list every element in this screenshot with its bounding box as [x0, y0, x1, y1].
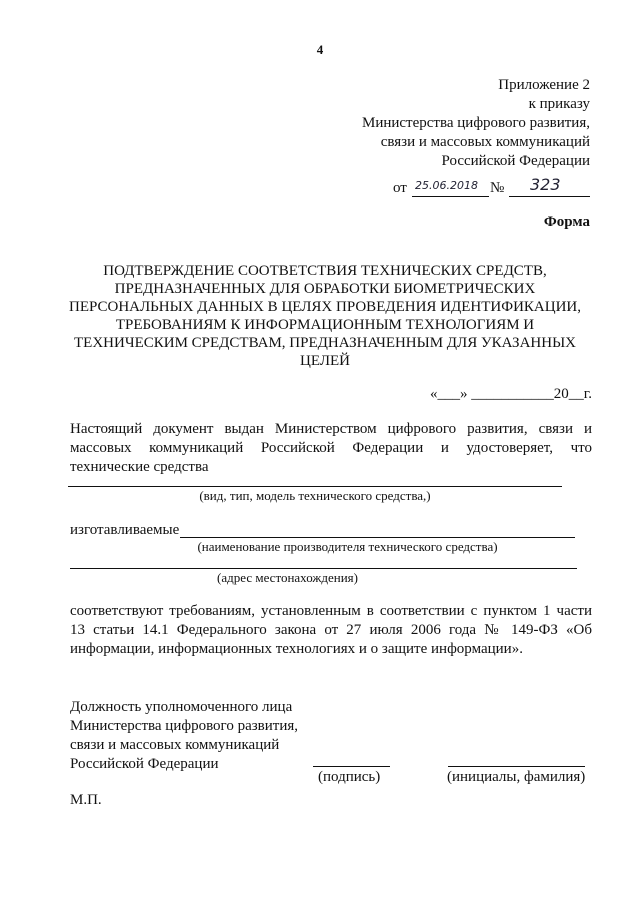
order-from-label: от [393, 180, 407, 196]
order-date-line [412, 196, 489, 197]
signature-field [313, 766, 390, 767]
address-caption: (адрес местонахождения) [217, 570, 358, 585]
name-field [448, 766, 585, 767]
order-number-line [509, 196, 590, 197]
official-line: Должность уполномоченного лица [70, 699, 293, 715]
official-line: Министерства цифрового развития, [70, 718, 299, 734]
device-type-caption: (вид, тип, модель технического средства,) [199, 488, 431, 503]
date-line: «___» ___________20__г. [430, 386, 592, 402]
official-line: связи и массовых коммуникаций [70, 737, 280, 753]
name-caption: (инициалы, фамилия) [447, 769, 586, 785]
appendix-line: связи и массовых коммуникаций [380, 134, 590, 150]
stamp-label: М.П. [70, 792, 102, 808]
device-type-field [68, 486, 562, 487]
intro-paragraph: Настоящий документ выдан Министерством цифрового развития, связи и массовых коммуникаций Российской Федерации и удостоверяет, что технические средства [70, 421, 592, 475]
appendix-line: к приказу [528, 96, 590, 112]
order-number-handwritten: 323 [530, 175, 561, 194]
signature-caption: (подпись) [318, 769, 381, 785]
appendix-line: Приложение 2 [498, 77, 590, 93]
page-number: 4 [316, 42, 324, 57]
document-title: ПОДТВЕРЖДЕНИЕ СООТВЕТСТВИЯ ТЕХНИЧЕСКИХ СРЕДСТВ, ПРЕДНАЗНАЧЕННЫХ ДЛЯ ОБРАБОТКИ БИОМЕТРИЧЕСКИХ ПЕРСОНАЛЬНЫХ ДАННЫХ В ЦЕЛЯХ ПРОВЕДЕНИЯ ИДЕНТИФИКАЦИИ, ТРЕБОВАНИЯМ К ИНФОРМАЦИОННЫМ ТЕХНОЛОГИЯМ И ТЕХНИЧЕСКИМ СРЕДСТВАМ, ПРЕДНАЗНАЧЕННЫМ ДЛЯ УКАЗАННЫХ ЦЕЛЕЙ [68, 263, 581, 369]
manufactured-label: изготавливаемые [70, 522, 180, 538]
form-label: Форма [543, 214, 590, 230]
order-date-handwritten: 25.06.2018 [415, 179, 478, 192]
manufacturer-field [180, 537, 575, 538]
compliance-paragraph: соответствуют требованиям, установленным в соответствии с пунктом 1 части 13 статьи 14.1 Федерального закона от 27 июля 2006 года № 149-ФЗ «Об информации, информационных технологиях и о защите информации». [70, 603, 592, 657]
order-number-label: № [490, 180, 505, 196]
address-field [70, 568, 577, 569]
appendix-line: Российской Федерации [441, 153, 590, 169]
official-line: Российской Федерации [70, 756, 219, 772]
manufacturer-caption: (наименование производителя технического средства) [197, 539, 498, 554]
appendix-line: Министерства цифрового развития, [361, 115, 590, 131]
